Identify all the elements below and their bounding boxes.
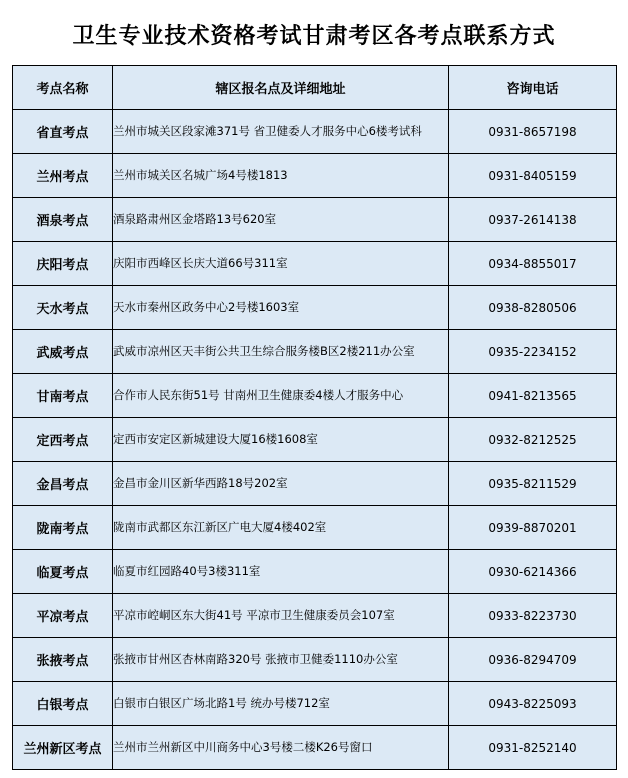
table-row	[13, 594, 617, 638]
table-row	[13, 462, 617, 506]
exam-site-name-cell: 甘南考点	[13, 374, 113, 418]
exam-site-name-cell: 兰州新区考点	[13, 726, 113, 770]
exam-site-name-cell: 兰州考点	[13, 154, 113, 198]
header-exam-site-name: 考点名称	[13, 66, 113, 110]
table-row	[13, 506, 617, 550]
address-cell: 兰州市兰州新区中川商务中心3号楼二楼K26号窗口	[113, 726, 449, 770]
table-row	[13, 550, 617, 594]
phone-cell: 0930-6214366	[449, 550, 617, 594]
exam-site-name-cell: 省直考点	[13, 110, 113, 154]
header-address: 辖区报名点及详细地址	[113, 66, 449, 110]
exam-site-name-cell: 白银考点	[13, 682, 113, 726]
phone-cell: 0937-2614138	[449, 198, 617, 242]
exam-site-name-cell: 陇南考点	[13, 506, 113, 550]
address-cell: 兰州市城关区段家滩371号 省卫健委人才服务中心6楼考试科	[113, 110, 449, 154]
page-title: 卫生专业技术资格考试甘肃考区各考点联系方式	[72, 24, 556, 49]
address-cell: 武威市凉州区天丰街公共卫生综合服务楼B区2楼211办公室	[113, 330, 449, 374]
exam-site-name-cell: 天水考点	[13, 286, 113, 330]
table-row	[13, 286, 617, 330]
exam-site-name-cell: 金昌考点	[13, 462, 113, 506]
address-cell: 天水市秦州区政务中心2号楼1603室	[113, 286, 449, 330]
contact-table	[12, 65, 617, 770]
phone-cell: 0932-8212525	[449, 418, 617, 462]
exam-site-name-cell: 张掖考点	[13, 638, 113, 682]
exam-site-name-cell: 武威考点	[13, 330, 113, 374]
address-cell: 临夏市红园路40号3楼311室	[113, 550, 449, 594]
address-cell: 庆阳市西峰区长庆大道66号311室	[113, 242, 449, 286]
address-cell: 陇南市武都区东江新区广电大厦4楼402室	[113, 506, 449, 550]
address-cell: 金昌市金川区新华西路18号202室	[113, 462, 449, 506]
address-cell: 张掖市甘州区杏林南路320号 张掖市卫健委1110办公室	[113, 638, 449, 682]
phone-cell: 0941-8213565	[449, 374, 617, 418]
table-row	[13, 110, 617, 154]
table-row	[13, 154, 617, 198]
address-cell: 酒泉路肃州区金塔路13号620室	[113, 198, 449, 242]
table-body	[13, 110, 617, 770]
phone-cell: 0935-8211529	[449, 462, 617, 506]
table-row	[13, 330, 617, 374]
address-cell: 白银市白银区广场北路1号 统办号楼712室	[113, 682, 449, 726]
exam-site-name-cell: 平凉考点	[13, 594, 113, 638]
header-phone: 咨询电话	[449, 66, 617, 110]
address-cell: 兰州市城关区名城广场4号楼1813	[113, 154, 449, 198]
exam-site-name-cell: 庆阳考点	[13, 242, 113, 286]
phone-cell: 0935-2234152	[449, 330, 617, 374]
address-cell: 定西市安定区新城建设大厦16楼1608室	[113, 418, 449, 462]
phone-cell: 0934-8855017	[449, 242, 617, 286]
table-row	[13, 418, 617, 462]
exam-site-name-cell: 酒泉考点	[13, 198, 113, 242]
phone-cell: 0939-8870201	[449, 506, 617, 550]
phone-cell: 0931-8252140	[449, 726, 617, 770]
table-row	[13, 638, 617, 682]
phone-cell: 0931-8405159	[449, 154, 617, 198]
table-header-row	[13, 66, 617, 110]
exam-site-name-cell: 定西考点	[13, 418, 113, 462]
phone-cell: 0936-8294709	[449, 638, 617, 682]
phone-cell: 0933-8223730	[449, 594, 617, 638]
phone-cell: 0943-8225093	[449, 682, 617, 726]
table-row	[13, 198, 617, 242]
phone-cell: 0938-8280506	[449, 286, 617, 330]
table-row	[13, 374, 617, 418]
exam-site-name-cell: 临夏考点	[13, 550, 113, 594]
table-row	[13, 726, 617, 770]
table-row	[13, 242, 617, 286]
address-cell: 合作市人民东街51号 甘南州卫生健康委4楼人才服务中心	[113, 374, 449, 418]
address-cell: 平凉市崆峒区东大街41号 平凉市卫生健康委员会107室	[113, 594, 449, 638]
phone-cell: 0931-8657198	[449, 110, 617, 154]
table-row	[13, 682, 617, 726]
